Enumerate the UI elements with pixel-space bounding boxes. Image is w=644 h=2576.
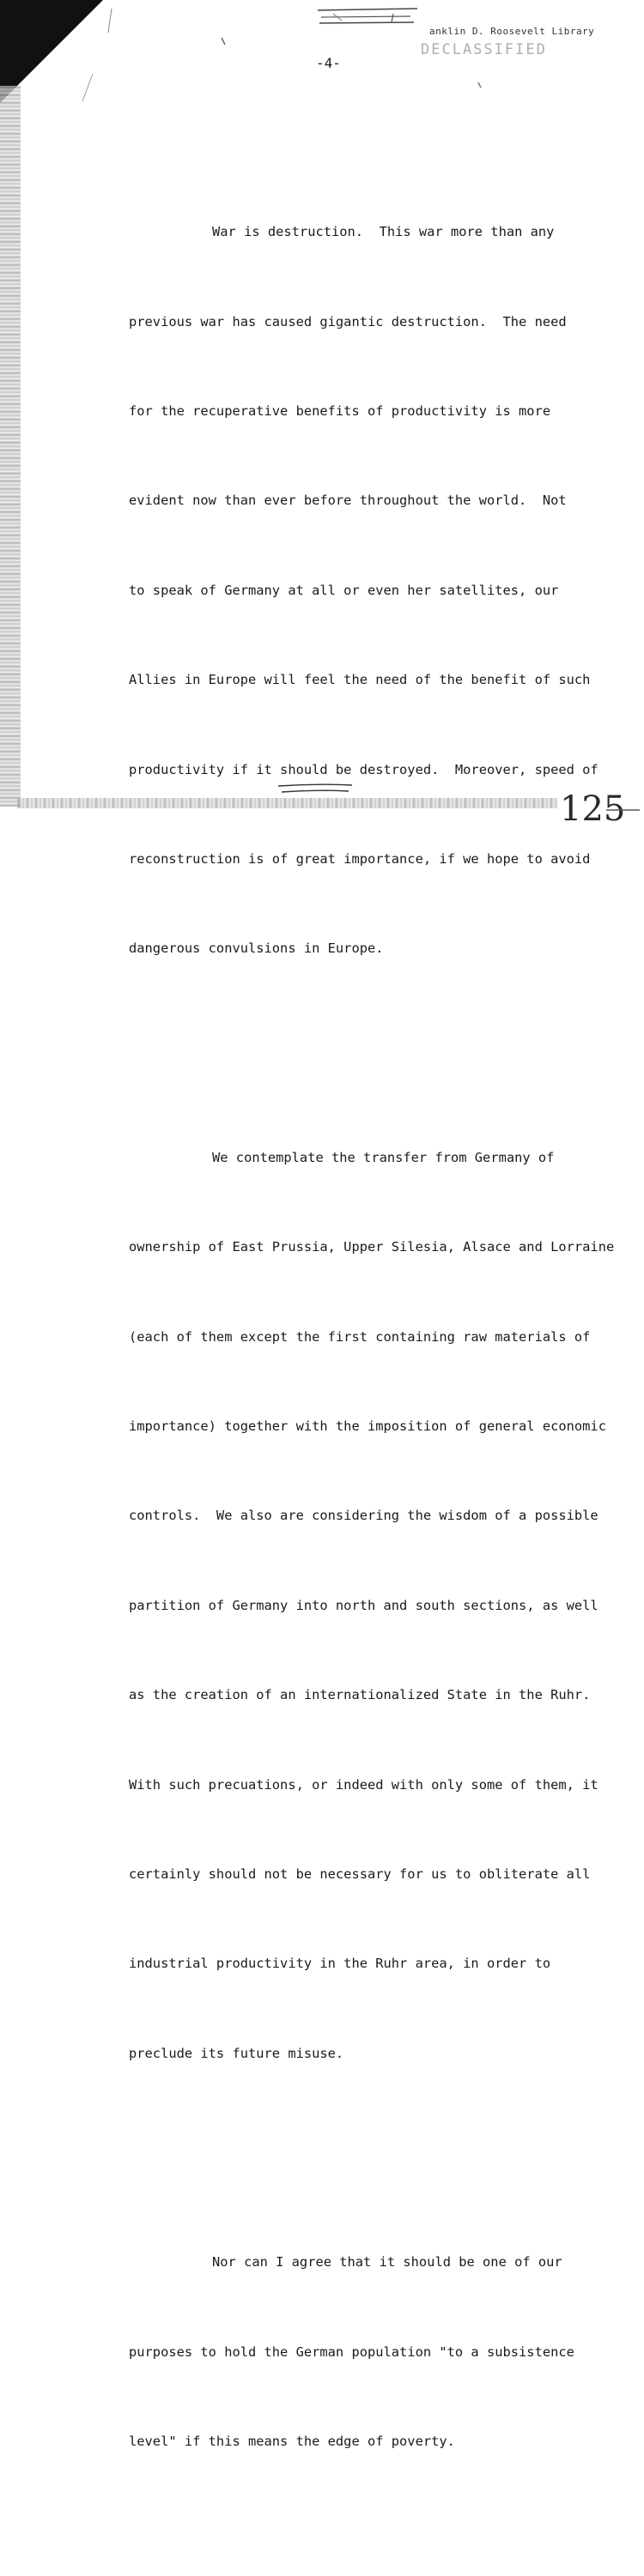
- text-line: ownership of East Prussia, Upper Silesia, Alsace and Lorraine: [129, 1239, 615, 1255]
- library-stamp: anklin D. Roosevelt Library: [429, 26, 595, 37]
- text-line: controls. We also are considering the wisdom of a possible: [129, 1508, 598, 1524]
- text-line: dangerous convulsions in Europe.: [129, 940, 384, 957]
- letter-body: [129, 98, 615, 2576]
- text-line: purposes to hold the German population "to a subsistence: [129, 2343, 574, 2360]
- text-line: as the creation of an internationalized State in the Ruhr.: [129, 1687, 591, 1703]
- page-number: -4-: [316, 55, 341, 71]
- text-line: With such precuations, or indeed with only some of them, it: [129, 1776, 598, 1793]
- declassified-stamp: DECLASSIFIED: [421, 41, 547, 58]
- paragraph-2: [129, 1083, 615, 2128]
- paragraph-3: [129, 2188, 610, 2517]
- header-stamp-strike-lines: [316, 7, 419, 26]
- text-line: evident now than ever before throughout the world. Not: [129, 493, 567, 509]
- text-line: importance) together with the imposition of general economic: [129, 1418, 606, 1435]
- paragraph-1: [129, 158, 610, 1024]
- handwritten-underline: [276, 783, 354, 795]
- scan-left-edge: [0, 86, 21, 807]
- text-line: preclude its future misuse.: [129, 2045, 344, 2061]
- text-line: productivity if it should be destroyed. Moreover, speed of: [129, 761, 598, 777]
- text-line: industrial productivity in the Ruhr area, in order to: [129, 1956, 551, 1972]
- text-line: previous war has caused gigantic destruction. The need: [129, 313, 567, 330]
- text-line: to speak of Germany at all or even her satellites, our: [129, 582, 559, 598]
- text-line: We contemplate the transfer from Germany of: [212, 1149, 555, 1165]
- text-line: reconstruction is of great importance, if we hope to avoid: [129, 850, 591, 867]
- text-line: partition of Germany into north and south sections, as well: [129, 1597, 598, 1613]
- text-line: War is destruction. This war more than any: [212, 224, 555, 240]
- text-line: for the recuperative benefits of productivity is more: [129, 402, 551, 419]
- handwritten-folio-number: 125: [560, 789, 626, 829]
- text-line: Nor can I agree that it should be one of our: [212, 2254, 562, 2271]
- text-line: certainly should not be necessary for us to obliterate all: [129, 1866, 591, 1883]
- text-line: level" if this means the edge of poverty.: [129, 2434, 455, 2450]
- text-line: Allies in Europe will feel the need of the benefit of such: [129, 672, 591, 688]
- text-line: (each of them except the first containing raw materials of: [129, 1328, 591, 1345]
